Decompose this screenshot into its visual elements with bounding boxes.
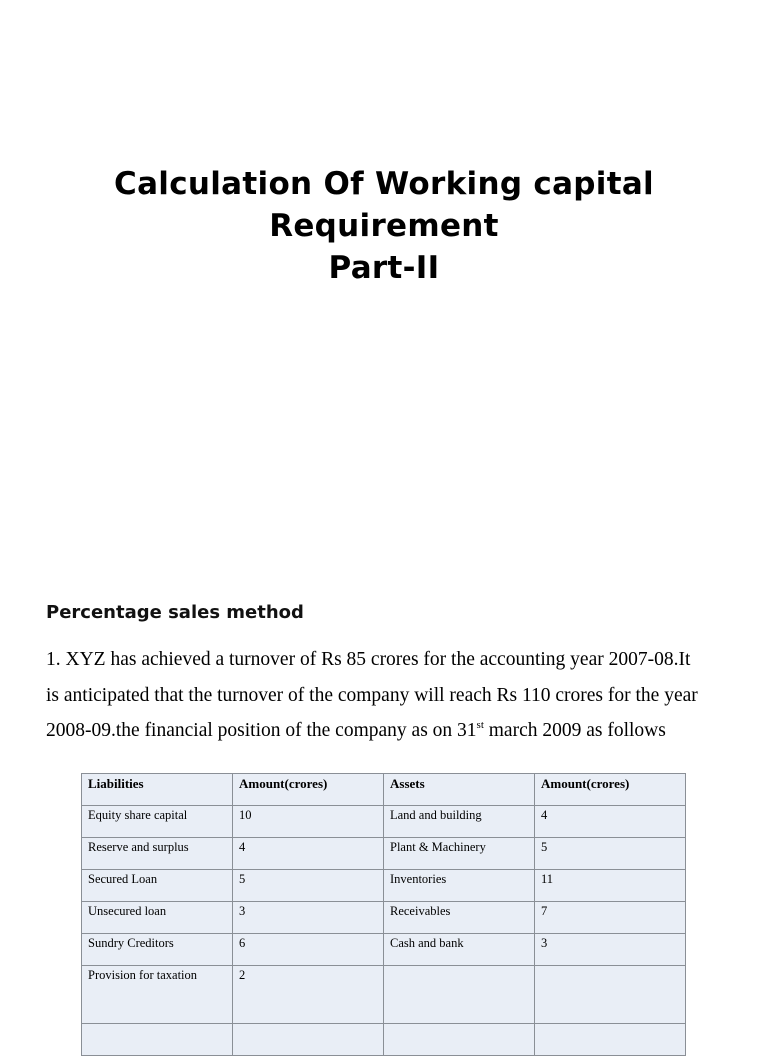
table-cell: Equity share capital [82,806,233,838]
table-cell [233,1024,384,1056]
table-cell: 10 [233,806,384,838]
problem-statement [46,642,706,749]
table-cell: 4 [233,838,384,870]
table-cell: 5 [535,838,686,870]
table-row [82,934,686,966]
table-cell: 6 [233,934,384,966]
table-cell [535,1024,686,1056]
table-cell: 3 [233,902,384,934]
balance-sheet-table [81,773,686,1056]
table-header-row [82,774,686,806]
header-liabilities: Liabilities [82,774,233,806]
table-row [82,838,686,870]
slide-title [0,163,768,289]
table-cell [535,966,686,1024]
section-heading: Percentage sales method [46,602,304,623]
table-cell: Land and building [384,806,535,838]
problem-text-end: march 2009 as follows [483,720,666,741]
table-cell: 2 [233,966,384,1024]
table-cell [384,1024,535,1056]
table-cell: Unsecured loan [82,902,233,934]
table-cell: Sundry Creditors [82,934,233,966]
table-cell: 11 [535,870,686,902]
table-row [82,966,686,1024]
table-cell: 3 [535,934,686,966]
table-cell: Provision for taxation [82,966,233,1024]
table-cell: 4 [535,806,686,838]
table-cell: Cash and bank [384,934,535,966]
table-row [82,870,686,902]
table-cell: Plant & Machinery [384,838,535,870]
table-cell [384,966,535,1024]
table-cell: Reserve and surplus [82,838,233,870]
table-cell: Secured Loan [82,870,233,902]
title-line-3: Part-II [328,250,440,286]
problem-text: 1. XYZ has achieved a turnover of Rs 85 crores for the accounting year 2007-08.It is anticipated that the turnover of the company will reach Rs 110 crores for the year 2008-09.the financial position of the company as on 31 [46,649,698,741]
ordinal-suffix: st [476,719,484,731]
table-cell [82,1024,233,1056]
header-assets: Assets [384,774,535,806]
table-row [82,806,686,838]
table-row [82,1024,686,1056]
header-liabilities-amount: Amount(crores) [233,774,384,806]
title-line-2: Requirement [269,208,499,244]
table-row [82,902,686,934]
table-cell: 7 [535,902,686,934]
table-cell: 5 [233,870,384,902]
header-assets-amount: Amount(crores) [535,774,686,806]
title-line-1: Calculation Of Working capital [114,166,654,202]
table-cell: Receivables [384,902,535,934]
table-cell: Inventories [384,870,535,902]
